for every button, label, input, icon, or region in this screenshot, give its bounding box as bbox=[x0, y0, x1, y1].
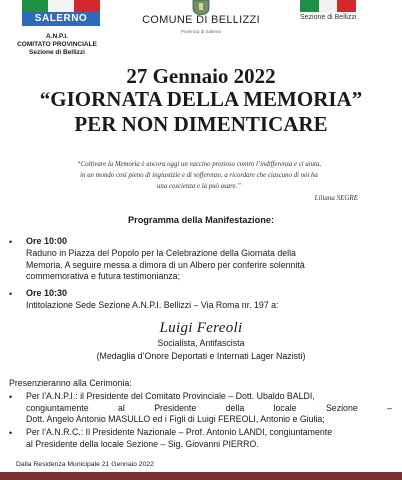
flag-green-stripe bbox=[22, 0, 48, 12]
text-line: Per l’A.N.R.C.: Il Presidente Nazionale – Prof. Antonio LANDI, congiuntamente bbox=[26, 427, 333, 437]
provincia-label: Provincia di Salerno bbox=[180, 29, 222, 34]
anpi-sezione: Sezione di Bellizzi bbox=[29, 49, 85, 56]
quote-line: una coscienza e la può usare.” bbox=[157, 183, 241, 190]
comune-title: COMUNE DI BELLIZZI bbox=[142, 14, 260, 26]
text-line: congiuntamente al Presidente della locale Sezione – bbox=[26, 402, 392, 413]
footer-bar bbox=[0, 472, 402, 480]
italian-flag-icon bbox=[300, 0, 356, 12]
footer-date: Dalla Residenza Municipale 21 Gennaio 2022 bbox=[16, 461, 154, 468]
event-date-title: 27 Gennaio 2022 bbox=[126, 64, 276, 88]
text-line: Per l’A.N.P.I.: il Presidente del Comitato Provinciale – Dott. Ubaldo BALDI, bbox=[26, 391, 315, 401]
quote-block bbox=[46, 159, 352, 192]
text-line: Intitolazione Sede Sezione A.N.P.I. Bellizzi – Via Roma nr. 197 a: bbox=[26, 300, 279, 310]
event-main-title: “GIORNATA DELLA MEMORIA” bbox=[39, 87, 363, 111]
presenzieranno-item bbox=[26, 427, 392, 450]
programma-item-time: Ore 10:00 bbox=[26, 236, 68, 246]
bullet-icon: • bbox=[9, 428, 13, 438]
event-subtitle: PER NON DIMENTICARE bbox=[74, 112, 328, 136]
quote-line: “Coltivare la Memoria è ancora oggi un vaccino prezioso contro l’indifferenza e ci aiuta, bbox=[76, 161, 322, 168]
programma-item-text bbox=[26, 300, 392, 312]
presenzieranno-item bbox=[26, 391, 392, 426]
text-line: Memoria. A seguire messa a dimora di un Albero per conferire solennità bbox=[26, 259, 305, 270]
text-line: Raduno in Piazza del Popolo per la Celebrazione della Giornata della bbox=[26, 248, 296, 258]
anpi-salerno-flag bbox=[22, 0, 100, 28]
person-description: Socialista, Antifascista bbox=[157, 338, 245, 348]
programma-heading: Programma della Manifestazione: bbox=[127, 215, 275, 225]
quote-author: Liliana SEGRE bbox=[314, 194, 358, 202]
bullet-icon: • bbox=[9, 237, 13, 247]
programma-item-time: Ore 10:30 bbox=[26, 288, 68, 298]
quote-line: in un mondo così pieno di ingiustizie e di sofferenze, a ricordare che ciascuno di noi ha bbox=[80, 172, 318, 179]
anpi-label: A.N.P.I. bbox=[46, 33, 68, 40]
presenzieranno-heading: Presenzieranno alla Cerimonia: bbox=[9, 378, 132, 388]
flag-white-stripe bbox=[48, 0, 74, 12]
text-line: commemorativa e futura testimonianza; bbox=[26, 271, 181, 281]
salerno-label: SALERNO bbox=[22, 12, 100, 26]
anpi-comitato: COMITATO PROVINCIALE bbox=[17, 41, 97, 48]
person-medal: (Medaglia d’Onore Deportati e Internati Lager Nazisti) bbox=[96, 351, 306, 361]
text-line: al Presidente della locale Sezione – Sig. Giovanni PIERRO. bbox=[26, 438, 259, 449]
flag-red-stripe bbox=[74, 0, 100, 12]
sezione-right-label: Sezione di Bellizzi bbox=[300, 14, 357, 21]
text-line: Dott. Angelo Antonio MASULLO ed i Figli di Luigi FEREOLI, Antonio e Giulia; bbox=[26, 414, 325, 424]
comune-crest-icon bbox=[190, 0, 212, 15]
bullet-icon: • bbox=[9, 289, 13, 299]
luigi-fereoli-signature: Luigi Fereoli bbox=[159, 320, 243, 336]
programma-item-text bbox=[26, 248, 392, 283]
bullet-icon: • bbox=[9, 392, 13, 402]
